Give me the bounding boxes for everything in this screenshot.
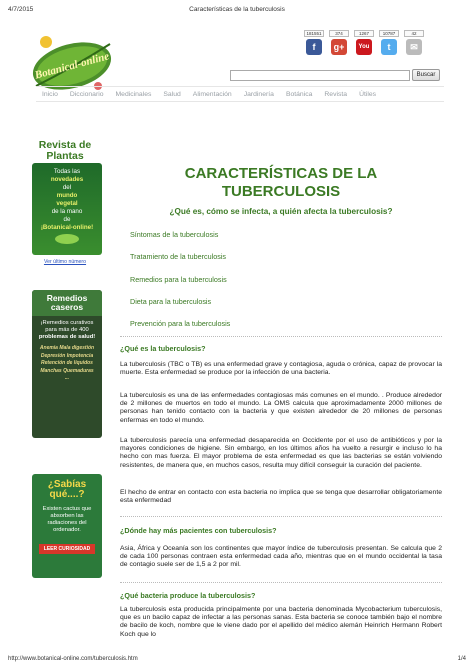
- toc-link-tratamiento[interactable]: Tratamiento de la tuberculosis: [130, 252, 227, 261]
- page-subtitle: ¿Qué es, cómo se infecta, a quién afecta la tuberculosis?: [169, 207, 393, 216]
- print-page-number: 1/4: [457, 656, 466, 662]
- paragraph: La tuberculosis (TBC o TB) es una enfermedad grave y contagiosa, aguda o crónica, capaz de provocar la muerte. Esta enfermedad se produce por la infección de una bacteria.: [120, 361, 442, 377]
- curiosity-title-line2: qué....?: [49, 489, 85, 500]
- paragraph: La tuberculosis parecía una enfermedad desaparecida en Occidente por el uso de antibióticos y por la mayores condiciones de higiene. Sin embargo, en los últimos años ha vuelto a resurgir e incluso lo ha hecho con mas fuerza. El mayor problema de esta enfermedad es que las bacterias se están volviendo resistentes, de manera que, en muchos casos, resulta muy difícil conseguir la curación del paciente.: [120, 437, 442, 469]
- remedies-item: Anemia: [39, 345, 58, 351]
- remedies-item: Retención de líquidos: [41, 360, 93, 366]
- page-title: [120, 165, 442, 201]
- remedies-title-line2: caseros: [50, 302, 84, 312]
- remedies-item: Impotencia: [66, 352, 94, 359]
- social-bar: [304, 30, 424, 55]
- toc-link-prevencion[interactable]: Prevención para la tuberculosis: [130, 319, 231, 328]
- sidebar-title-line1: Revista de: [38, 139, 92, 151]
- paragraph: La tuberculosis esta producida principalmente por una bacteria denominada Mycobacterium tuberculosis, que es un bacilo capaz de infectar a las personas sanas. Esta bacteria se conoce también bajo el nombre de bacilo de koch, nombre que le viene dado por el apellido del médico alemán Heinrich Hermann Robert Koch que lo: [120, 606, 442, 638]
- facebook-icon[interactable]: f: [306, 39, 322, 55]
- remedies-item: Mala digestión: [59, 345, 95, 351]
- logo-text: Botanical-online: [33, 50, 111, 82]
- sidebar-title: [28, 140, 102, 162]
- remedies-item: ...: [64, 375, 70, 381]
- section-heading-donde: ¿Dónde hay más pacientes con tuberculosis?: [120, 526, 277, 535]
- paragraph: La tuberculosis es una de las enfermedades contagiosas más comunes en el mundo. . Produce alrededor de 2 millones de muertos en todo el mundo. La OMS calcula que aproximadamente 2000 millones de personas han tenido contacto con la bacteria y que existen alrededor de 20 millones de personas enfermas en todo el mundo.: [120, 392, 442, 424]
- print-header: [8, 6, 466, 18]
- email-icon[interactable]: ✉: [406, 39, 422, 55]
- section-heading-que-es: ¿Qué es la tuberculosis?: [120, 344, 206, 353]
- nav-item-botanica[interactable]: Botánica: [285, 90, 313, 98]
- remedies-ad-title: [32, 290, 102, 316]
- social-youtube[interactable]: [354, 30, 374, 55]
- youtube-count: 1267: [354, 30, 374, 37]
- print-date: 4/7/2015: [8, 6, 34, 13]
- search-input[interactable]: [230, 70, 410, 81]
- toc-link-dieta[interactable]: Dieta para la tuberculosis: [130, 297, 212, 306]
- remedies-list: [32, 345, 102, 383]
- main-nav: [36, 86, 444, 102]
- curiosity-line: absorben las: [50, 513, 84, 519]
- remedies-item: Manchas: [40, 367, 62, 374]
- print-url: http://www.botanical-online.com/tuberculosis.htm: [8, 656, 138, 662]
- curiosity-line: radiaciones del: [47, 520, 87, 526]
- curiosity-ad[interactable]: [32, 474, 102, 578]
- remedies-line: ¡Remedios curativos: [40, 320, 94, 326]
- read-curiosity-button[interactable]: LEER CURIOSIDAD: [39, 544, 95, 554]
- social-email[interactable]: [404, 30, 424, 55]
- nav-item-jardineria[interactable]: Jardinería: [243, 90, 274, 98]
- social-twitter[interactable]: [379, 30, 399, 55]
- nav-item-alimentacion[interactable]: Alimentación: [192, 90, 232, 98]
- ad1-line: mundo: [56, 192, 78, 199]
- ad1-line: del: [62, 184, 72, 191]
- google-plus-count: 374: [329, 30, 349, 37]
- section-heading-bacteria: ¿Qué bacteria produce la tuberculosis?: [120, 591, 256, 600]
- remedies-ad-body: [32, 316, 102, 345]
- remedies-line: problemas de salud!: [38, 334, 96, 340]
- print-title: Características de la tuberculosis: [189, 6, 285, 13]
- curiosity-line: ordenador.: [53, 527, 81, 533]
- page-title-line2: TUBERCULOSIS: [221, 183, 341, 200]
- social-google-plus[interactable]: [329, 30, 349, 55]
- nav-item-medicinales[interactable]: Medicinales: [115, 90, 152, 98]
- nav-item-inicio[interactable]: Inicio: [42, 90, 58, 98]
- search-button[interactable]: Buscar: [412, 69, 440, 81]
- ad1-line: ¡Botanical-online!: [40, 224, 94, 231]
- social-facebook[interactable]: [304, 30, 324, 55]
- remedies-item: Quemaduras: [63, 367, 94, 374]
- toc-link-sintomas[interactable]: Síntomas de la tuberculosis: [130, 230, 219, 239]
- remedies-title-line1: Remedios: [46, 293, 88, 303]
- nav-item-revista[interactable]: Revista: [324, 90, 348, 98]
- sidebar-title-line2: Plantas: [46, 150, 84, 162]
- toc-link-remedios[interactable]: Remedios para la tuberculosis: [130, 275, 227, 284]
- remedies-item: Depresión: [40, 352, 66, 359]
- paragraph: El hecho de entrar en contacto con esta bacteria no implica que se tenga que desarrollar obligatoriamente esta enfermedad: [120, 489, 442, 505]
- google-plus-icon[interactable]: g+: [331, 39, 347, 55]
- paragraph: Asia, África y Oceanía son los continentes que mayor índice de tuberculosis presentan. Se calcula que 2 de cada 100 personas contraen esta enfermedad cada año, mientras que en el mundo occidental la tasa de contagio suele ser de 1,5 a 2 por mil.: [120, 545, 442, 569]
- nav-item-salud[interactable]: Salud: [163, 90, 181, 98]
- ad1-line: de: [63, 216, 71, 223]
- curiosity-title-line1: ¿Sabías: [47, 479, 87, 490]
- leaf-icon: [52, 232, 82, 246]
- ad1-line: novedades: [50, 176, 84, 183]
- curiosity-line: Existen cactus que: [42, 506, 92, 512]
- twitter-icon[interactable]: t: [381, 39, 397, 55]
- email-count: 42: [404, 30, 424, 37]
- page-title-line1: CARACTERÍSTICAS DE LA: [184, 165, 378, 182]
- nav-item-diccionario[interactable]: Diccionario: [69, 90, 104, 98]
- section-divider: [120, 336, 442, 337]
- facebook-count: 181551: [304, 30, 324, 37]
- curiosity-body: [32, 500, 102, 540]
- print-footer: [8, 656, 466, 666]
- section-divider: [120, 582, 442, 583]
- curiosity-title: [32, 474, 102, 500]
- youtube-icon[interactable]: You: [356, 39, 372, 55]
- magazine-link[interactable]: Ver último número: [43, 259, 87, 265]
- magazine-ad[interactable]: [32, 163, 102, 255]
- ad1-line: vegetal: [56, 200, 78, 207]
- ad1-line: de la mano: [51, 208, 83, 215]
- twitter-count: 10787: [379, 30, 399, 37]
- remedies-ad[interactable]: [32, 290, 102, 438]
- nav-item-utiles[interactable]: Útiles: [359, 90, 377, 98]
- remedies-line: para más de 400: [45, 327, 89, 333]
- section-divider: [120, 516, 442, 517]
- ad1-line: Todas las: [53, 168, 81, 175]
